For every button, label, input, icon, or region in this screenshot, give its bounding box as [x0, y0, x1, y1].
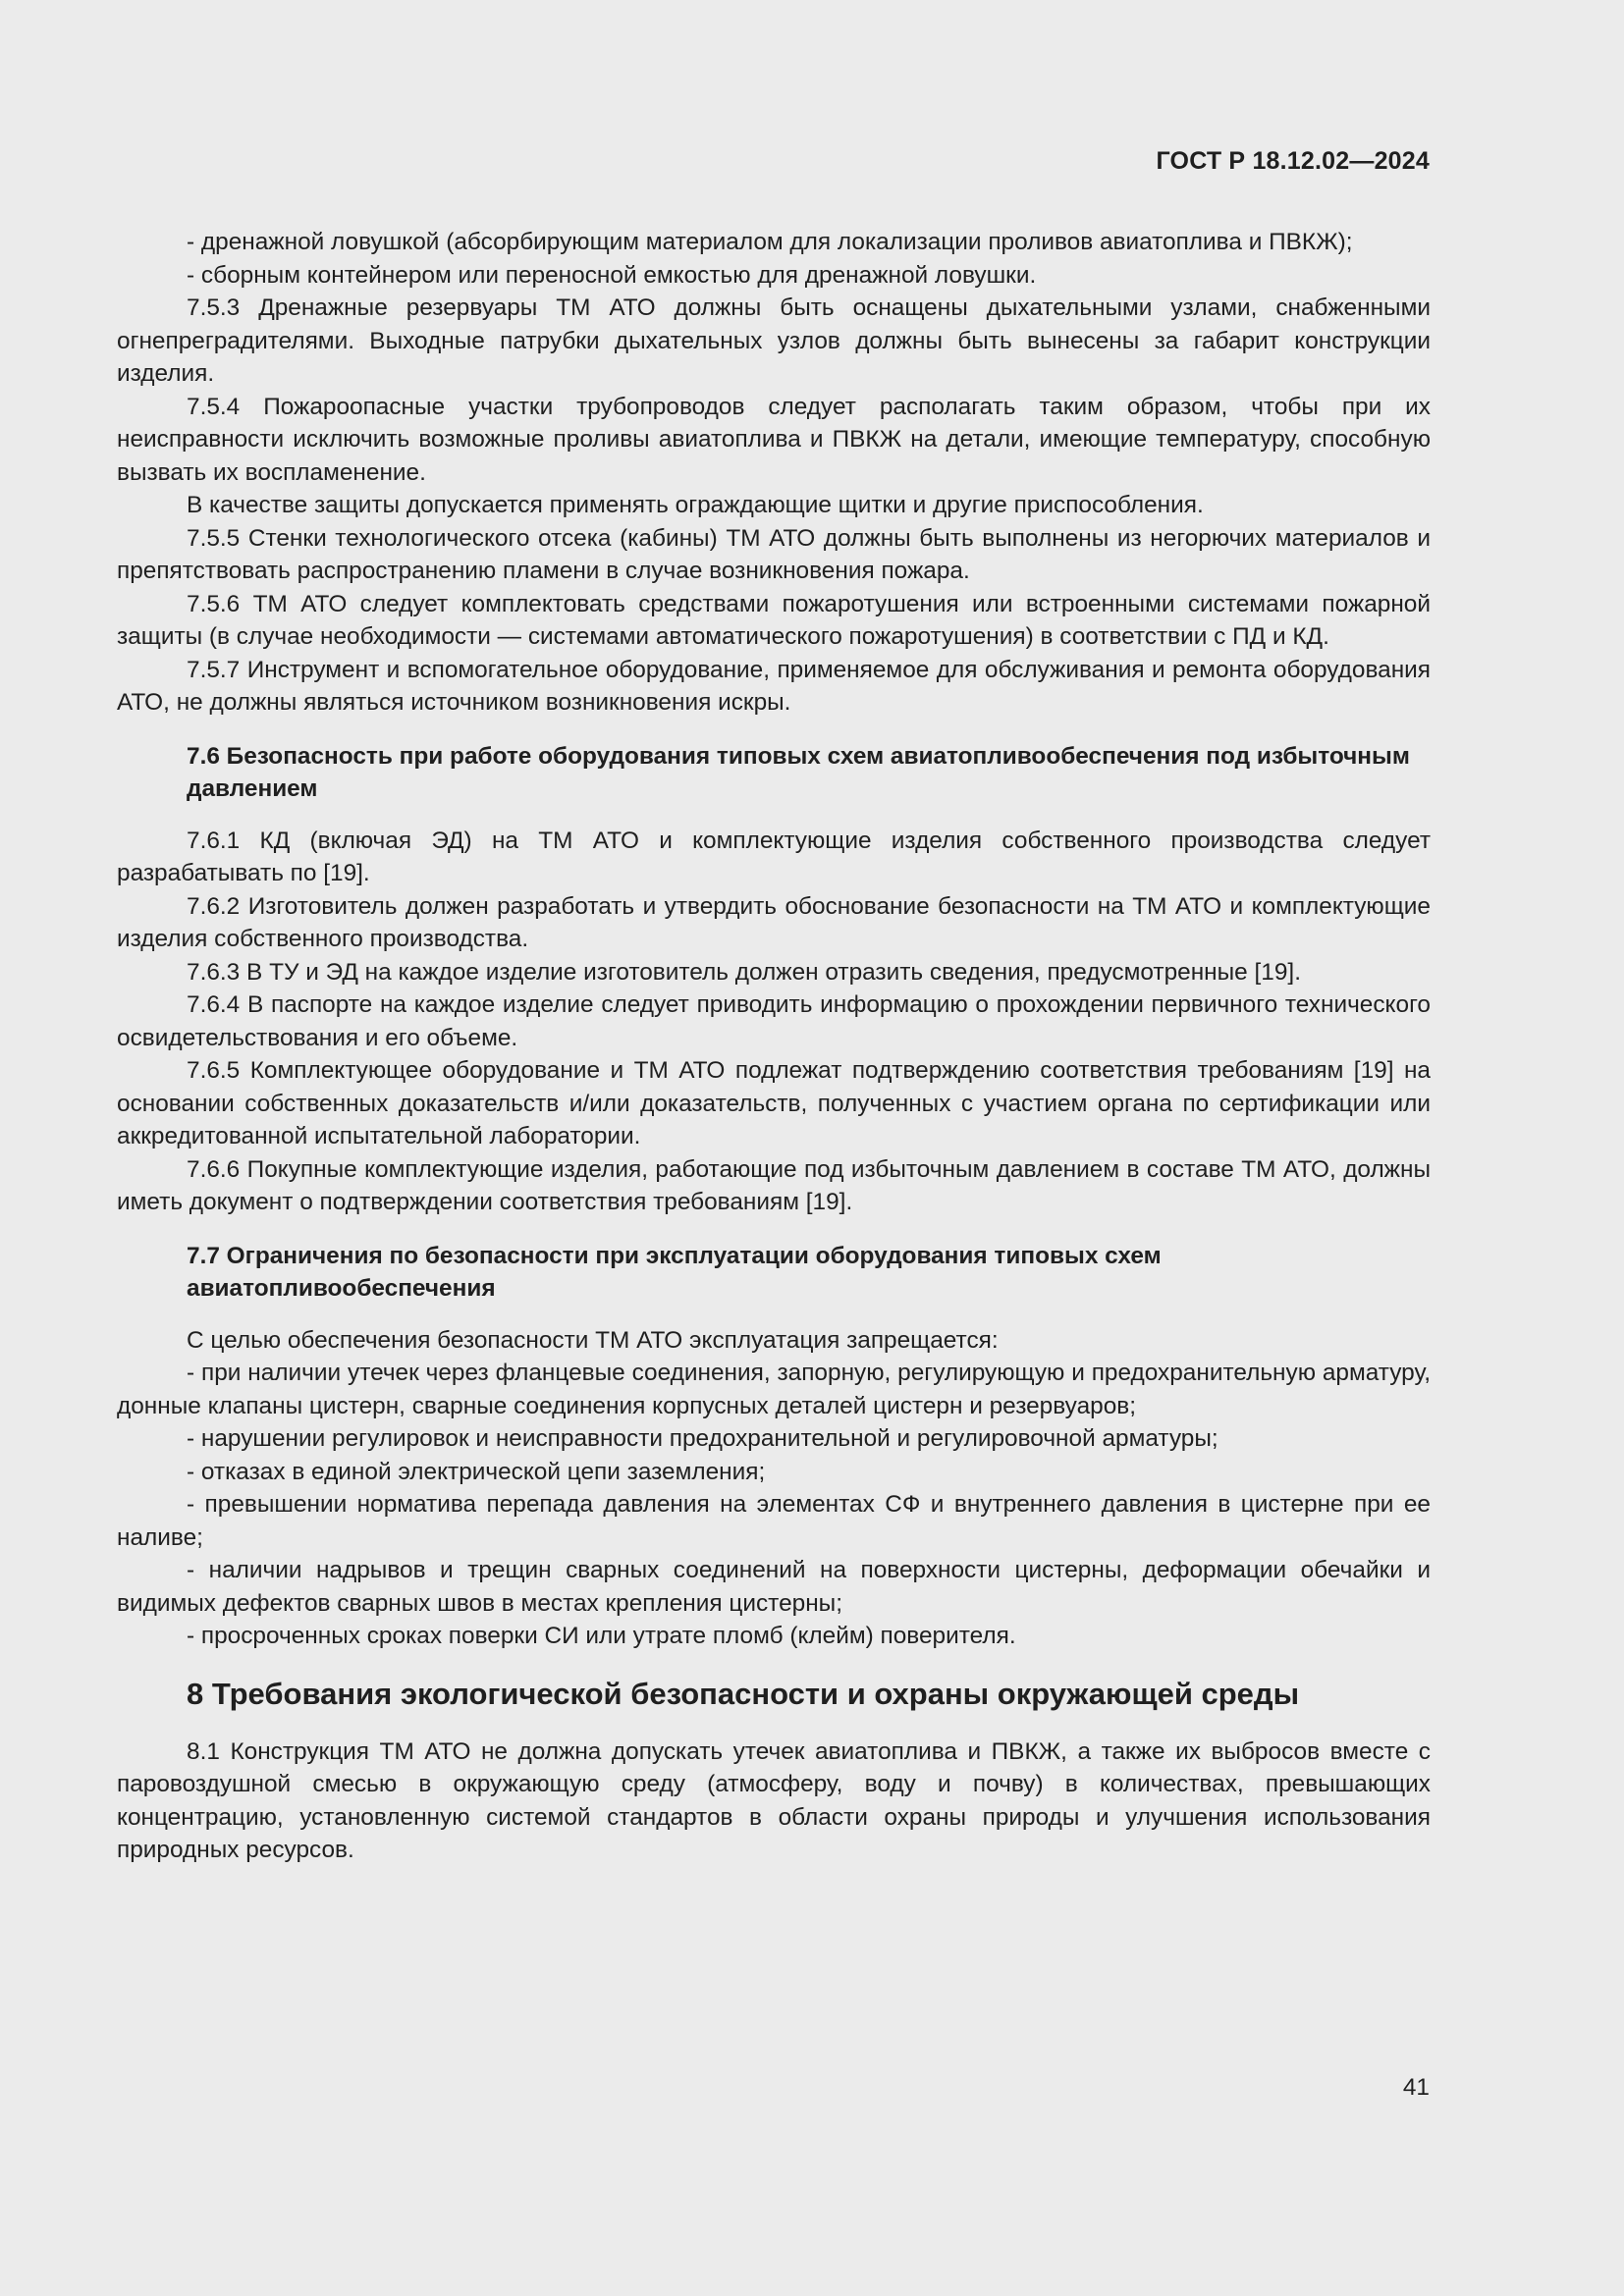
paragraph: 7.5.6 ТМ АТО следует комплектовать средствами пожаротушения или встроенными системами пожарной защиты (в случае необходимости — системами автоматического пожаротушения) в соответствии с ПД и КД. [117, 590, 1431, 650]
paragraph: 7.6.3 В ТУ и ЭД на каждое изделие изготовитель должен отразить сведения, предусмотренные [19]. [187, 958, 1301, 986]
paragraph: - дренажной ловушкой (абсорбирующим материалом для локализации проливов авиатоплива и ПВКЖ); [187, 229, 1353, 255]
paragraph: 7.5.5 Стенки технологического отсека (кабины) ТМ АТО должны быть выполнены из негорючих материалов и препятствовать распространению пламени в случае возникновения пожара. [117, 524, 1431, 584]
paragraph: 8.1 Конструкция ТМ АТО не должна допускать утечек авиатоплива и ПВКЖ, а также их выбросов вместе с паровоздушной смесью в окружающую среду (атмосферу, воду и почву) в количествах, превышающих концентрацию, установленную системой стандартов в области охраны природы и улучшения использования природных ресурсов. [117, 1737, 1431, 1863]
section-heading-7-7: 7.7 Ограничения по безопасности при эксплуатации оборудования типовых схем авиатопливообеспечения [187, 1242, 1162, 1302]
list-item: - просроченных сроках поверки СИ или утрате пломб (клейм) поверителя. [187, 1623, 1016, 1649]
paragraph: 7.6.6 Покупные комплектующие изделия, работающие под избыточным давлением в составе ТМ АТО, должны иметь документ о подтверждении соответствия требованиям [19]. [117, 1155, 1431, 1215]
list-item: - отказах в единой электрической цепи заземления; [187, 1458, 766, 1485]
paragraph: С целью обеспечения безопасности ТМ АТО эксплуатация запрещается: [187, 1326, 999, 1354]
paragraph: 7.6.2 Изготовитель должен разработать и утвердить обоснование безопасности на ТМ АТО и комплектующие изделия собственного производства. [117, 892, 1431, 952]
paragraph: 7.6.4 В паспорте на каждое изделие следует приводить информацию о прохождении первичного технического освидетельствования и его объеме. [117, 991, 1431, 1051]
paragraph: - сборным контейнером или переносной емкостью для дренажной ловушки. [187, 261, 1037, 289]
paragraph: 7.6.5 Комплектующее оборудование и ТМ АТО подлежат подтверждению соответствия требованиям [19] на основании собственных доказательств и/или доказательств, полученных с участием органа по сертификации или аккредитованной испытательной лаборатории. [117, 1057, 1431, 1149]
list-item: - при наличии утечек через фланцевые соединения, запорную, регулирующую и предохранительную арматуру, донные клапаны цистерн, сварные соединения корпусных деталей цистерн и резервуаров; [117, 1360, 1431, 1419]
document-code: ГОСТ Р 18.12.02—2024 [1156, 147, 1430, 175]
paragraph: 7.5.4 Пожароопасные участки трубопроводов следует располагать таким образом, чтобы при их неисправности исключить возможные проливы авиатоплива и ПВКЖ на детали, имеющие температуру, способную вызвать их воспламенение. [117, 393, 1431, 486]
chapter-heading-8: 8 Требования экологической безопасности и охраны окружающей среды [187, 1676, 1300, 1711]
list-item: - наличии надрывов и трещин сварных соединений на поверхности цистерны, деформации обечайки и видимых дефектов сварных швов в местах крепления цистерны; [117, 1557, 1431, 1617]
list-item: - нарушении регулировок и неисправности предохранительной и регулировочной арматуры; [187, 1425, 1218, 1452]
paragraph: 7.5.7 Инструмент и вспомогательное оборудование, применяемое для обслуживания и ремонта оборудования АТО, не должны являться источником возникновения искры. [117, 656, 1431, 716]
page-number: 41 [1402, 2074, 1430, 2101]
paragraph: 7.5.3 Дренажные резервуары ТМ АТО должны быть оснащены дыхательными узлами, снабженными огнепреградителями. Выходные патрубки дыхательных узлов должны быть вынесены за габарит конструкции изделия. [117, 294, 1431, 387]
paragraph: В качестве защиты допускается применять ограждающие щитки и другие приспособления. [187, 492, 1204, 518]
section-heading-7-6: 7.6 Безопасность при работе оборудования типовых схем авиатопливообеспечения под избыточным давлением [187, 742, 1410, 802]
list-item: - превышении норматива перепада давления на элементах СФ и внутреннего давления в цистерне при ее наливе; [117, 1491, 1431, 1551]
paragraph: 7.6.1 КД (включая ЭД) на ТМ АТО и комплектующие изделия собственного производства следует разрабатывать по [19]. [117, 827, 1431, 886]
document-body [117, 226, 1431, 1867]
